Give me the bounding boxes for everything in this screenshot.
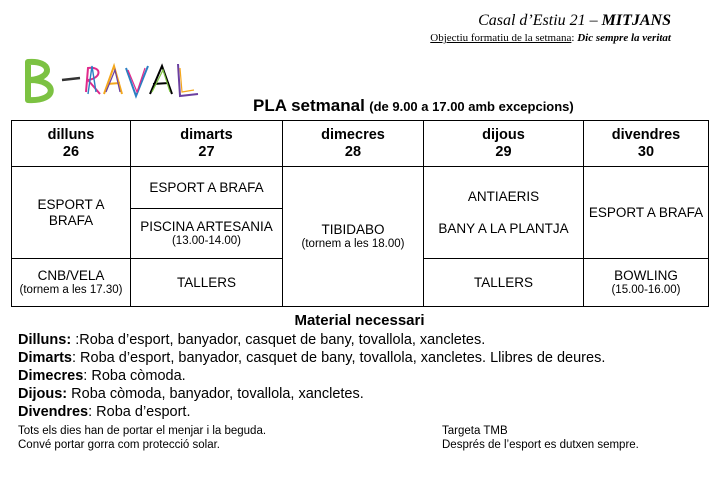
plan-title [253, 96, 574, 116]
objective-value: Dic sempre la veritat [577, 32, 671, 44]
footer-note: Després de l’esport es dutxen sempre. [442, 439, 639, 451]
activity-label: TIBIDABO [321, 222, 385, 237]
material-item-friday [18, 403, 605, 421]
tuesday-activity-2 [131, 209, 283, 259]
footer-notes-right [442, 424, 639, 452]
schedule-row [12, 167, 709, 209]
material-list [18, 331, 605, 421]
material-day: Dijous: [18, 386, 68, 402]
day-date: 28 [344, 143, 362, 160]
day-tuesday [131, 121, 283, 167]
plan-subtitle: (de 9.00 a 17.00 amb excepcions) [369, 99, 574, 114]
day-friday [584, 121, 709, 167]
day-wednesday [283, 121, 424, 167]
day-monday [12, 121, 131, 167]
day-date: 26 [62, 143, 80, 160]
footer-note: Tots els dies han de portar el menjar i la beguda. [18, 425, 267, 437]
day-date: 29 [495, 143, 512, 160]
activity-label: PISCINA ARTESANIA [140, 219, 273, 234]
activity-note: (tornem a les 18.00) [301, 238, 405, 250]
material-item-tuesday [18, 349, 605, 367]
day-name: dimecres [321, 126, 385, 143]
day-name: dilluns [47, 126, 95, 143]
day-name: divendres [611, 126, 681, 143]
b-raval-logo [22, 58, 202, 104]
day-name: dimarts [180, 126, 233, 143]
activity-note: (13.00-14.00) [171, 235, 242, 247]
material-day: Divendres [18, 404, 89, 420]
activity-label: BOWLING [614, 268, 678, 283]
camp-title-prefix: Casal d’Estiu 21 – [478, 12, 602, 29]
activity-label: CNB/VELA [37, 268, 105, 283]
activity-label: ANTIAERIS [467, 188, 540, 204]
material-day: Dimecres [18, 368, 84, 384]
material-text: : Roba d’esport, banyador, casquet de bany, tovallola, xancletes. Llibres de deures. [72, 350, 606, 366]
wednesday-activity [283, 167, 424, 307]
monday-afternoon [12, 259, 131, 307]
material-day: Dimarts [18, 350, 72, 366]
friday-afternoon [584, 259, 709, 307]
material-title: Material necessari [294, 312, 425, 329]
activity-note: (15.00-16.00) [611, 284, 681, 296]
footer-note: Targeta TMB [442, 425, 508, 437]
day-date: 27 [198, 143, 215, 160]
material-text: :Roba d’esport, banyador, casquet de bany, tovallola, xancletes. [71, 332, 486, 348]
objective-label: Objectiu formatiu de la setmana [430, 32, 572, 44]
material-text: : Roba d’esport. [88, 404, 191, 420]
schedule-header-row [12, 121, 709, 167]
weekly-objective [430, 32, 671, 44]
tuesday-activity-3: TALLERS [131, 259, 283, 307]
friday-morning: ESPORT A BRAFA [584, 167, 709, 259]
material-item-thursday [18, 385, 605, 403]
monday-morning: ESPORT A BRAFA [12, 167, 131, 259]
weekly-schedule [11, 120, 709, 307]
tuesday-activity-1: ESPORT A BRAFA [131, 167, 283, 209]
material-item-monday [18, 331, 605, 349]
day-thursday [424, 121, 584, 167]
camp-title [478, 12, 671, 30]
material-text: Roba còmoda, banyador, tovallola, xancletes. [67, 386, 364, 402]
day-date: 30 [637, 143, 655, 160]
camp-group: MITJANS [601, 12, 671, 29]
material-text: : Roba còmoda. [83, 368, 186, 384]
material-item-wednesday [18, 367, 605, 385]
activity-note: (tornem a les 17.30) [19, 284, 123, 296]
footer-note: Convé portar gorra com protecció solar. [18, 439, 220, 451]
day-name: dijous [482, 126, 525, 143]
thursday-morning [424, 167, 584, 259]
footer-notes-left [18, 424, 266, 452]
material-day: Dilluns: [18, 332, 72, 348]
activity-label: BANY A LA PLANTJA [438, 220, 569, 236]
plan-title-main: PLA setmanal [253, 96, 365, 115]
objective-sep: : [571, 32, 578, 44]
thursday-afternoon: TALLERS [424, 259, 584, 307]
